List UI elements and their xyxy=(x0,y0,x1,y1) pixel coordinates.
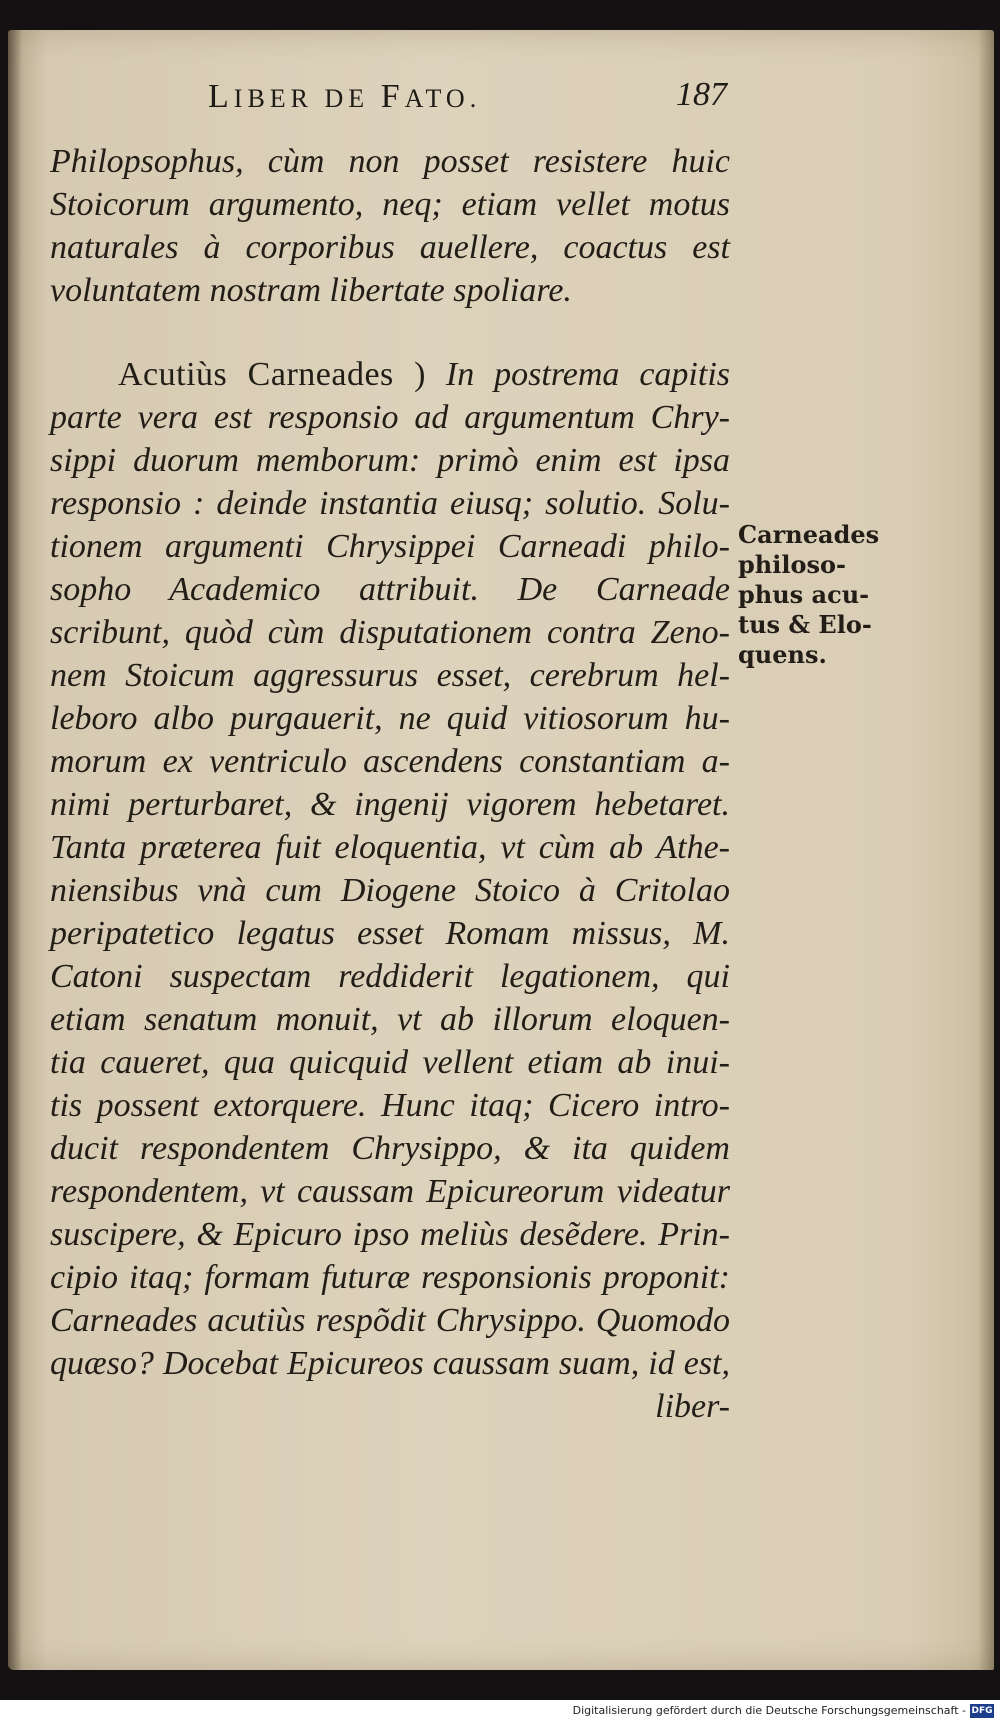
marginal-note-line: phus acu- xyxy=(738,580,870,609)
paragraph-1 xyxy=(50,140,730,312)
running-title-initial: L xyxy=(208,78,234,115)
text-line: sopho Academico attribuit. De Carneade xyxy=(50,571,730,608)
text-line: niensibus vnà cum Diogene Stoico à Critolao xyxy=(50,872,730,909)
marginal-note-line: quens. xyxy=(738,640,827,669)
funding-credit: Digitalisierung gefördert durch die Deutsche Forschungsgemeinschaft - xyxy=(572,1704,966,1717)
text-line: Tanta præterea fuit eloquentia, vt cùm ab Athe- xyxy=(50,829,730,866)
paragraph-2 xyxy=(50,353,730,1428)
text-line: nem Stoicum aggressurus esset, cerebrum hel- xyxy=(50,657,730,694)
text-line: cipio itaq; formam futuræ responsionis proponit: xyxy=(50,1259,730,1296)
marginal-note-line: Carneades xyxy=(738,520,880,549)
text-line: tionem argumenti Chrysippei Carneadi philo- xyxy=(50,528,730,565)
text-line: ducit respondentem Chrysippo, & ita quidem xyxy=(50,1130,730,1167)
dfg-logo-icon: DFG xyxy=(971,1706,993,1716)
text-line: leboro albo purgauerit, ne quid vitiosorum hu- xyxy=(50,700,730,737)
running-title xyxy=(208,78,481,116)
running-title-part: ATO. xyxy=(404,84,482,113)
running-title-part: DE xyxy=(313,84,381,113)
text-line: responsio : deinde instantia eiusq; solutio. Solu- xyxy=(50,485,730,522)
text-line: voluntatem nostram libertate spoliare. xyxy=(50,272,572,309)
text-line: Stoicorum argumento, neq; etiam vellet motus xyxy=(50,186,730,223)
text-line: respondentem, vt caussam Epicureorum videatur xyxy=(50,1173,730,1210)
catchword: liber- xyxy=(655,1388,730,1425)
text-line xyxy=(50,353,730,396)
text-line: morum ex ventriculo ascendens constantiam a- xyxy=(50,743,730,780)
text-line: tis possent extorquere. Hunc itaq; Cicero intro- xyxy=(50,1087,730,1124)
text-line: parte vera est responsio ad argumentum Chry- xyxy=(50,399,730,436)
text-line: sippi duorum memborum: primò enim est ipsa xyxy=(50,442,730,479)
page-number: 187 xyxy=(676,76,727,113)
text-line: scribunt, quòd cùm disputationem contra Zeno- xyxy=(50,614,730,651)
marginal-note xyxy=(738,520,908,670)
text-line: Carneades acutiùs respõdit Chrysippo. Quomodo xyxy=(50,1302,730,1339)
running-title-part: IBER xyxy=(233,84,314,113)
page-gutter-shadow xyxy=(8,30,22,1670)
text-line: naturales à corporibus auellere, coactus est xyxy=(50,229,730,266)
text-line: tia caueret, qua quicquid vellent etiam ab inui- xyxy=(50,1044,730,1081)
running-title-initial: F xyxy=(380,78,405,115)
text-line: Philopsophus, cùm non posset resistere huic xyxy=(50,143,730,180)
marginal-note-line: tus & Elo- xyxy=(738,610,872,639)
text-line: etiam senatum monuit, vt ab illorum eloquen- xyxy=(50,1001,730,1038)
text-line: suscipere, & Epicuro ipso meliùs desẽdere. Prin- xyxy=(50,1216,730,1253)
text-line: quæso? Docebat Epicureos caussam suam, id est, xyxy=(50,1345,730,1382)
page-edge-shadow xyxy=(978,30,994,1670)
text-line: Catoni suspectam reddiderit legationem, qui xyxy=(50,958,730,995)
text-line: nimi perturbaret, & ingenij vigorem hebetaret. xyxy=(50,786,730,823)
lemma: Acutiùs Carneades ) xyxy=(118,356,426,393)
marginal-note-line: philoso- xyxy=(738,550,846,579)
text-line: peripatetico legatus esset Romam missus, M. xyxy=(50,915,730,952)
text-fragment: In postrema capitis xyxy=(426,356,730,393)
